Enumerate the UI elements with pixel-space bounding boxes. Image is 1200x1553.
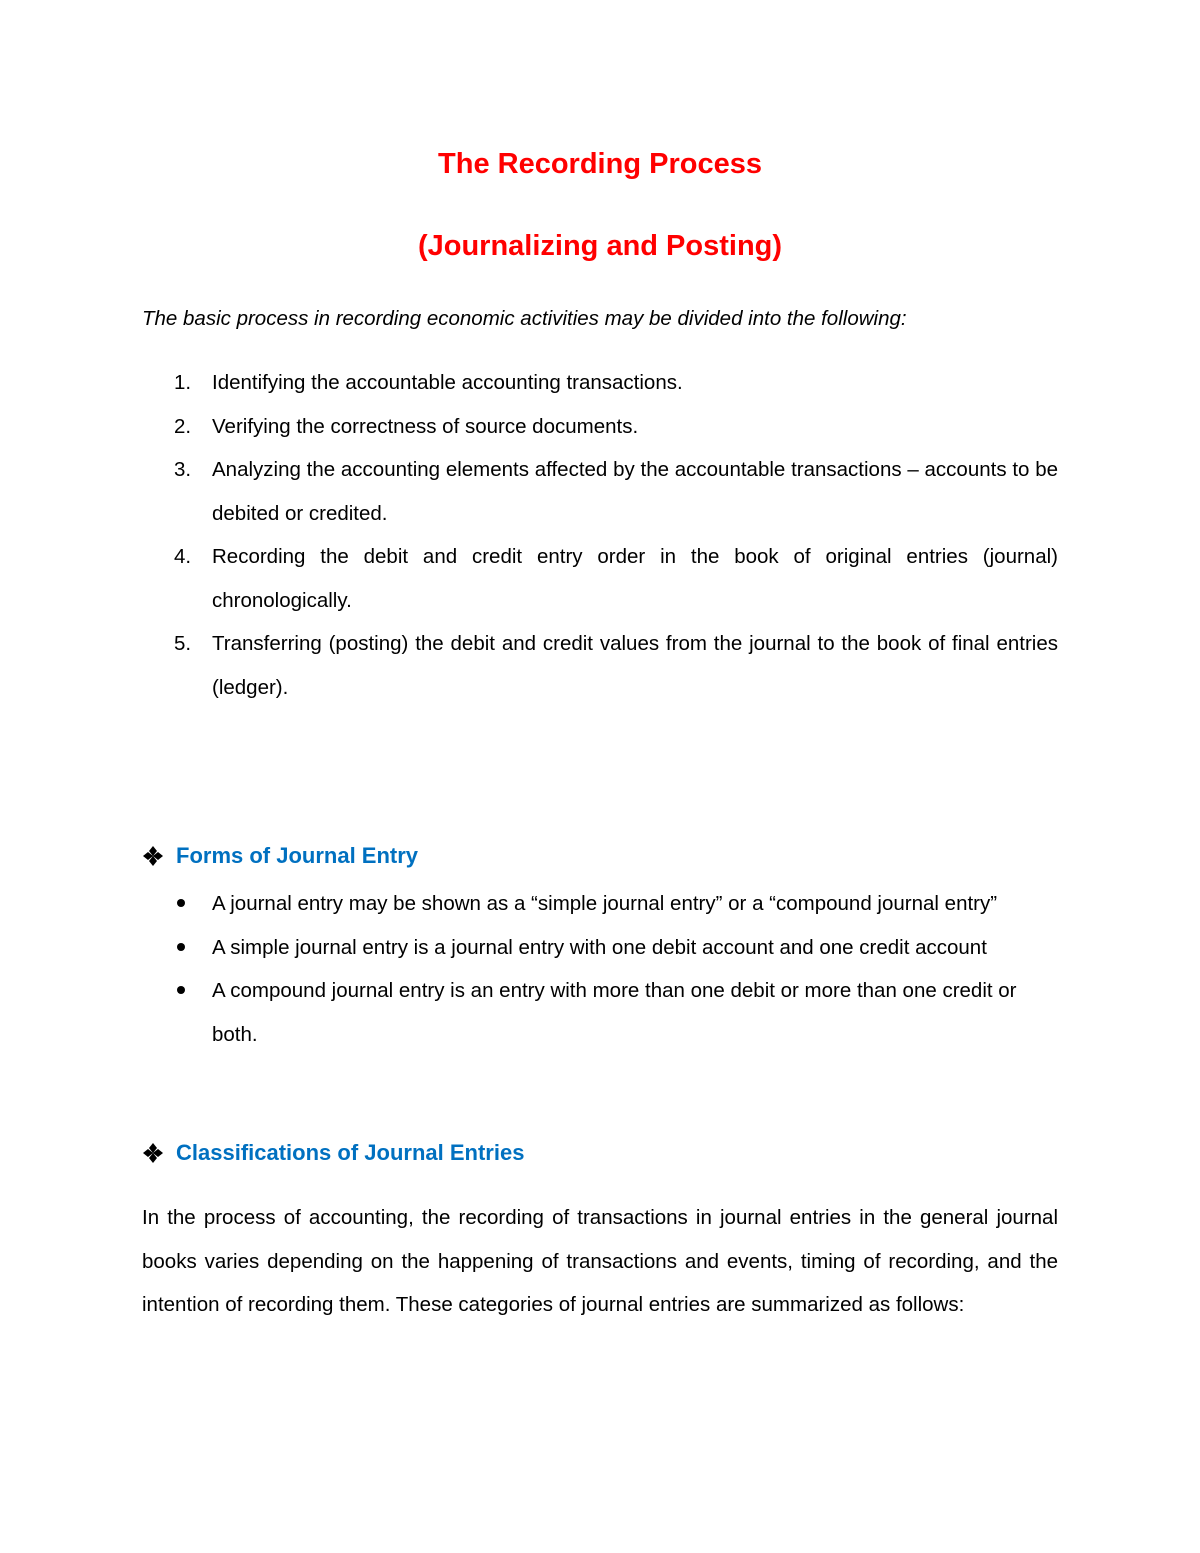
section-heading-text: Classifications of Journal Entries	[176, 1140, 525, 1165]
list-item-text: Transferring (posting) the debit and credit values from the journal to the book of final entries (ledger).	[212, 632, 1058, 699]
list-item	[142, 361, 1058, 405]
list-item	[142, 535, 1058, 622]
list-item	[142, 882, 1058, 926]
list-item	[142, 405, 1058, 449]
process-steps-list	[142, 361, 1058, 709]
list-item-text: Recording the debit and credit entry order in the book of original entries (journal) chronologically.	[212, 545, 1058, 612]
classifications-paragraph: In the process of accounting, the recording of transactions in journal entries in the general journal books varies depending on the happening of transactions and events, timing of recording, and the intention of recording them. These categories of journal entries are summarized as follows:	[142, 1206, 1058, 1316]
list-number: 5.	[174, 632, 192, 655]
list-item-text: Identifying the accountable accounting transactions.	[212, 371, 683, 394]
section-heading-forms	[142, 841, 418, 871]
list-number: 2.	[174, 414, 192, 438]
forms-bullet-list	[142, 882, 1058, 1056]
list-number: 4.	[174, 545, 192, 568]
section-heading-classifications	[142, 1138, 524, 1168]
list-item-text: A simple journal entry is a journal entry with one debit account and one credit account	[212, 935, 987, 959]
list-item	[142, 448, 1058, 535]
list-number: 1.	[174, 371, 192, 394]
diamond-bullet-icon	[142, 1142, 164, 1164]
diamond-bullet-icon	[142, 845, 164, 867]
bullet-icon	[177, 899, 185, 907]
intro-text: The basic process in recording economic activities may be divided into the following:	[142, 307, 907, 330]
list-item	[142, 926, 1058, 970]
section-heading-text: Forms of Journal Entry	[176, 843, 419, 868]
list-item	[142, 969, 1058, 1056]
list-number: 3.	[174, 458, 192, 481]
page-subtitle: (Journalizing and Posting)	[417, 230, 783, 262]
list-item-text: Analyzing the accounting elements affected by the accountable transactions – accounts to be debited or credited.	[212, 458, 1058, 525]
list-item-text: A journal entry may be shown as a “simple journal entry” or a “compound journal entry”	[212, 892, 998, 915]
list-item-text: Verifying the correctness of source documents.	[212, 414, 639, 438]
list-item	[142, 622, 1058, 709]
page-title: The Recording Process	[438, 148, 762, 180]
bullet-icon	[177, 986, 185, 994]
list-item-text: A compound journal entry is an entry with more than one debit or more than one credit or both.	[212, 979, 1017, 1046]
bullet-icon	[177, 943, 185, 951]
